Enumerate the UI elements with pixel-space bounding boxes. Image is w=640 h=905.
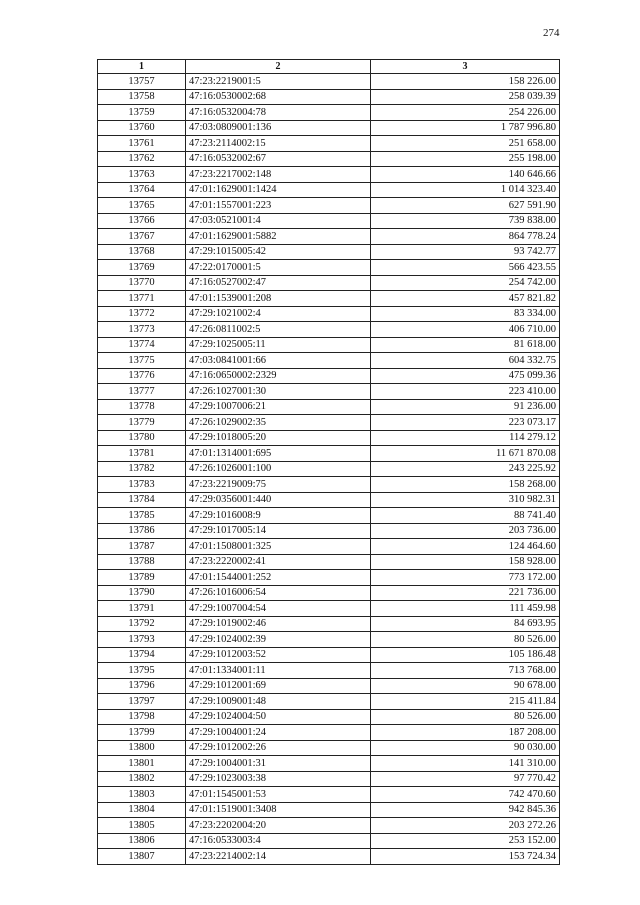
row-number-cell: 13758 [98, 89, 186, 105]
row-number-cell: 13762 [98, 151, 186, 167]
value-cell: 457 821.82 [371, 291, 560, 307]
cadastral-number-cell: 47:01:1629001:1424 [186, 182, 371, 198]
row-number-cell: 13786 [98, 523, 186, 539]
table-row [98, 492, 560, 508]
table-row [98, 849, 560, 865]
row-number-cell: 13787 [98, 539, 186, 555]
row-number-cell: 13799 [98, 725, 186, 741]
value-cell: 203 272.26 [371, 818, 560, 834]
row-number-cell: 13776 [98, 368, 186, 384]
table-row [98, 415, 560, 431]
cadastral-number-cell: 47:01:1334001:11 [186, 663, 371, 679]
value-cell: 105 186.48 [371, 647, 560, 663]
table-row [98, 167, 560, 183]
cadastral-number-cell: 47:29:1004001:24 [186, 725, 371, 741]
column-header-2: 2 [186, 60, 371, 74]
cadastral-number-cell: 47:29:1024002:39 [186, 632, 371, 648]
row-number-cell: 13767 [98, 229, 186, 245]
cadastral-number-cell: 47:23:2220002:41 [186, 554, 371, 570]
table-row [98, 663, 560, 679]
row-number-cell: 13761 [98, 136, 186, 152]
row-number-cell: 13801 [98, 756, 186, 772]
table-row [98, 477, 560, 493]
table-row [98, 508, 560, 524]
cadastral-number-cell: 47:16:0533003:4 [186, 833, 371, 849]
table-row [98, 740, 560, 756]
data-table [97, 59, 560, 865]
cadastral-number-cell: 47:26:1016006:54 [186, 585, 371, 601]
row-number-cell: 13782 [98, 461, 186, 477]
cadastral-number-cell: 47:03:0521001:4 [186, 213, 371, 229]
row-number-cell: 13804 [98, 802, 186, 818]
cadastral-number-cell: 47:29:1018005:20 [186, 430, 371, 446]
row-number-cell: 13764 [98, 182, 186, 198]
table-row [98, 229, 560, 245]
row-number-cell: 13802 [98, 771, 186, 787]
row-number-cell: 13781 [98, 446, 186, 462]
cadastral-number-cell: 47:03:0841001:66 [186, 353, 371, 369]
table-row [98, 523, 560, 539]
cadastral-number-cell: 47:01:1508001:325 [186, 539, 371, 555]
cadastral-number-cell: 47:29:1012002:26 [186, 740, 371, 756]
value-cell: 90 678.00 [371, 678, 560, 694]
column-header-1: 1 [98, 60, 186, 74]
row-number-cell: 13759 [98, 105, 186, 121]
table-row [98, 802, 560, 818]
value-cell: 203 736.00 [371, 523, 560, 539]
page-number: 274 [543, 27, 560, 39]
value-cell: 158 268.00 [371, 477, 560, 493]
row-number-cell: 13796 [98, 678, 186, 694]
value-cell: 253 152.00 [371, 833, 560, 849]
value-cell: 141 310.00 [371, 756, 560, 772]
value-cell: 255 198.00 [371, 151, 560, 167]
row-number-cell: 13789 [98, 570, 186, 586]
table-header-row [98, 60, 560, 74]
cadastral-number-cell: 47:26:1029002:35 [186, 415, 371, 431]
cadastral-number-cell: 47:16:0530002:68 [186, 89, 371, 105]
row-number-cell: 13765 [98, 198, 186, 214]
row-number-cell: 13763 [98, 167, 186, 183]
cadastral-number-cell: 47:29:1012003:52 [186, 647, 371, 663]
row-number-cell: 13775 [98, 353, 186, 369]
table-row [98, 322, 560, 338]
cadastral-number-cell: 47:29:1019002:46 [186, 616, 371, 632]
value-cell: 187 208.00 [371, 725, 560, 741]
cadastral-number-cell: 47:29:0356001:440 [186, 492, 371, 508]
value-cell: 254 226.00 [371, 105, 560, 121]
table-row [98, 833, 560, 849]
value-cell: 739 838.00 [371, 213, 560, 229]
row-number-cell: 13766 [98, 213, 186, 229]
table-row [98, 539, 560, 555]
cadastral-number-cell: 47:29:1017005:14 [186, 523, 371, 539]
value-cell: 114 279.12 [371, 430, 560, 446]
table-row [98, 384, 560, 400]
table-row [98, 771, 560, 787]
value-cell: 215 411.84 [371, 694, 560, 710]
table-row [98, 709, 560, 725]
table-row [98, 136, 560, 152]
table-row [98, 182, 560, 198]
row-number-cell: 13773 [98, 322, 186, 338]
table-row [98, 275, 560, 291]
table-row [98, 461, 560, 477]
cadastral-number-cell: 47:01:1539001:208 [186, 291, 371, 307]
value-cell: 406 710.00 [371, 322, 560, 338]
table-row [98, 632, 560, 648]
value-cell: 153 724.34 [371, 849, 560, 865]
value-cell: 258 039.39 [371, 89, 560, 105]
cadastral-number-cell: 47:29:1012001:69 [186, 678, 371, 694]
value-cell: 864 778.24 [371, 229, 560, 245]
value-cell: 91 236.00 [371, 399, 560, 415]
value-cell: 158 226.00 [371, 74, 560, 90]
table-row [98, 601, 560, 617]
table-row [98, 446, 560, 462]
table-row [98, 678, 560, 694]
table-row [98, 151, 560, 167]
row-number-cell: 13778 [98, 399, 186, 415]
row-number-cell: 13774 [98, 337, 186, 353]
row-number-cell: 13806 [98, 833, 186, 849]
value-cell: 310 982.31 [371, 492, 560, 508]
table-row [98, 616, 560, 632]
table-row [98, 570, 560, 586]
value-cell: 1 787 996.80 [371, 120, 560, 136]
row-number-cell: 13803 [98, 787, 186, 803]
value-cell: 604 332.75 [371, 353, 560, 369]
value-cell: 81 618.00 [371, 337, 560, 353]
value-cell: 158 928.00 [371, 554, 560, 570]
row-number-cell: 13780 [98, 430, 186, 446]
row-number-cell: 13793 [98, 632, 186, 648]
cadastral-number-cell: 47:22:0170001:5 [186, 260, 371, 276]
cadastral-number-cell: 47:23:2219009:75 [186, 477, 371, 493]
row-number-cell: 13784 [98, 492, 186, 508]
column-header-3: 3 [371, 60, 560, 74]
row-number-cell: 13779 [98, 415, 186, 431]
row-number-cell: 13805 [98, 818, 186, 834]
row-number-cell: 13797 [98, 694, 186, 710]
cadastral-number-cell: 47:29:1004001:31 [186, 756, 371, 772]
value-cell: 90 030.00 [371, 740, 560, 756]
value-cell: 83 334.00 [371, 306, 560, 322]
row-number-cell: 13777 [98, 384, 186, 400]
value-cell: 243 225.92 [371, 461, 560, 477]
value-cell: 627 591.90 [371, 198, 560, 214]
cadastral-number-cell: 47:23:2114002:15 [186, 136, 371, 152]
value-cell: 80 526.00 [371, 632, 560, 648]
table-row [98, 430, 560, 446]
table-row [98, 89, 560, 105]
cadastral-number-cell: 47:29:1021002:4 [186, 306, 371, 322]
cadastral-number-cell: 47:29:1016008:9 [186, 508, 371, 524]
cadastral-number-cell: 47:29:1007006:21 [186, 399, 371, 415]
row-number-cell: 13770 [98, 275, 186, 291]
value-cell: 773 172.00 [371, 570, 560, 586]
value-cell: 221 736.00 [371, 585, 560, 601]
table-row [98, 694, 560, 710]
row-number-cell: 13800 [98, 740, 186, 756]
table-row [98, 554, 560, 570]
table-row [98, 756, 560, 772]
value-cell: 93 742.77 [371, 244, 560, 260]
table-row [98, 120, 560, 136]
value-cell: 11 671 870.08 [371, 446, 560, 462]
table-row [98, 818, 560, 834]
cadastral-number-cell: 47:23:2214002:14 [186, 849, 371, 865]
cadastral-number-cell: 47:01:1557001:223 [186, 198, 371, 214]
value-cell: 566 423.55 [371, 260, 560, 276]
cadastral-number-cell: 47:16:0650002:2329 [186, 368, 371, 384]
table-row [98, 260, 560, 276]
value-cell: 140 646.66 [371, 167, 560, 183]
cadastral-number-cell: 47:29:1015005:42 [186, 244, 371, 260]
row-number-cell: 13790 [98, 585, 186, 601]
row-number-cell: 13771 [98, 291, 186, 307]
table-row [98, 105, 560, 121]
cadastral-number-cell: 47:01:1544001:252 [186, 570, 371, 586]
table-row [98, 74, 560, 90]
row-number-cell: 13768 [98, 244, 186, 260]
cadastral-number-cell: 47:01:1545001:53 [186, 787, 371, 803]
value-cell: 223 410.00 [371, 384, 560, 400]
table-row [98, 198, 560, 214]
row-number-cell: 13807 [98, 849, 186, 865]
row-number-cell: 13798 [98, 709, 186, 725]
cadastral-number-cell: 47:29:1025005:11 [186, 337, 371, 353]
cadastral-number-cell: 47:29:1023003:38 [186, 771, 371, 787]
cadastral-number-cell: 47:26:1026001:100 [186, 461, 371, 477]
table-body [98, 74, 560, 865]
value-cell: 713 768.00 [371, 663, 560, 679]
table-row [98, 399, 560, 415]
table-row [98, 213, 560, 229]
row-number-cell: 13772 [98, 306, 186, 322]
row-number-cell: 13795 [98, 663, 186, 679]
cadastral-number-cell: 47:26:0811002:5 [186, 322, 371, 338]
value-cell: 254 742.00 [371, 275, 560, 291]
row-number-cell: 13783 [98, 477, 186, 493]
value-cell: 124 464.60 [371, 539, 560, 555]
table-row [98, 725, 560, 741]
row-number-cell: 13760 [98, 120, 186, 136]
cadastral-number-cell: 47:29:1009001:48 [186, 694, 371, 710]
row-number-cell: 13788 [98, 554, 186, 570]
table-row [98, 368, 560, 384]
value-cell: 84 693.95 [371, 616, 560, 632]
row-number-cell: 13791 [98, 601, 186, 617]
value-cell: 88 741.40 [371, 508, 560, 524]
row-number-cell: 13792 [98, 616, 186, 632]
cadastral-number-cell: 47:29:1007004:54 [186, 601, 371, 617]
cadastral-number-cell: 47:01:1519001:3408 [186, 802, 371, 818]
table-row [98, 787, 560, 803]
row-number-cell: 13794 [98, 647, 186, 663]
cadastral-number-cell: 47:29:1024004:50 [186, 709, 371, 725]
table-row [98, 353, 560, 369]
cadastral-number-cell: 47:23:2202004:20 [186, 818, 371, 834]
table-row [98, 647, 560, 663]
cadastral-number-cell: 47:01:1314001:695 [186, 446, 371, 462]
table-row [98, 585, 560, 601]
cadastral-number-cell: 47:16:0532004:78 [186, 105, 371, 121]
value-cell: 111 459.98 [371, 601, 560, 617]
value-cell: 97 770.42 [371, 771, 560, 787]
cadastral-number-cell: 47:03:0809001:136 [186, 120, 371, 136]
table-row [98, 306, 560, 322]
table-row [98, 244, 560, 260]
value-cell: 742 470.60 [371, 787, 560, 803]
table-row [98, 337, 560, 353]
row-number-cell: 13785 [98, 508, 186, 524]
cadastral-number-cell: 47:23:2217002:148 [186, 167, 371, 183]
cadastral-number-cell: 47:26:1027001:30 [186, 384, 371, 400]
cadastral-number-cell: 47:16:0532002:67 [186, 151, 371, 167]
value-cell: 942 845.36 [371, 802, 560, 818]
value-cell: 80 526.00 [371, 709, 560, 725]
row-number-cell: 13757 [98, 74, 186, 90]
cadastral-number-cell: 47:23:2219001:5 [186, 74, 371, 90]
cadastral-number-cell: 47:16:0527002:47 [186, 275, 371, 291]
row-number-cell: 13769 [98, 260, 186, 276]
value-cell: 1 014 323.40 [371, 182, 560, 198]
cadastral-number-cell: 47:01:1629001:5882 [186, 229, 371, 245]
value-cell: 475 099.36 [371, 368, 560, 384]
value-cell: 251 658.00 [371, 136, 560, 152]
value-cell: 223 073.17 [371, 415, 560, 431]
table-row [98, 291, 560, 307]
